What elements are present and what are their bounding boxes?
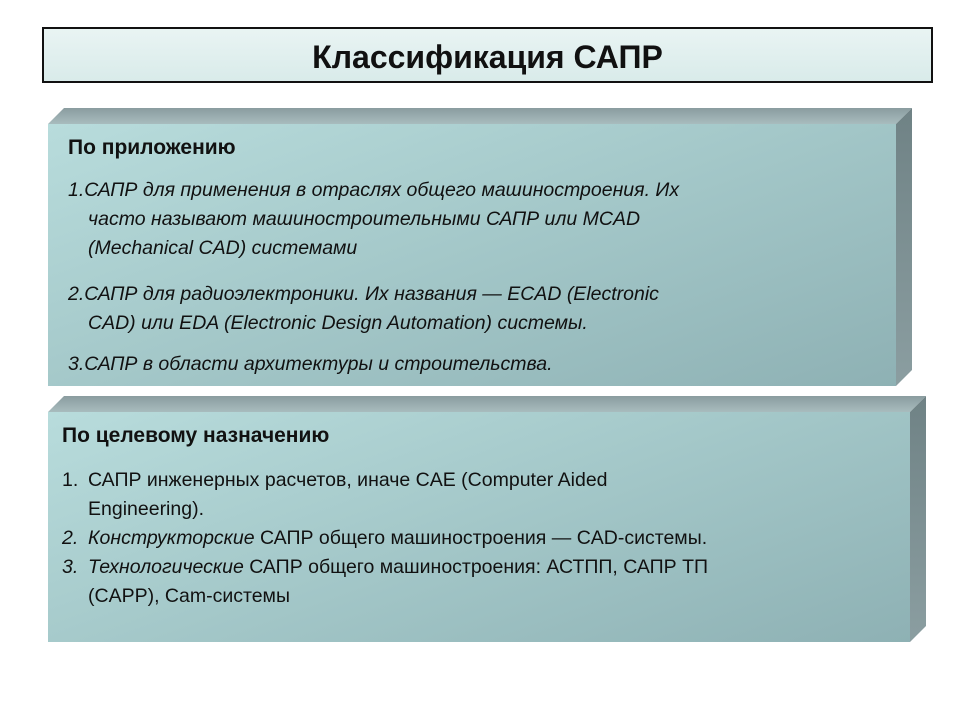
list-item — [68, 176, 888, 263]
list-item — [62, 553, 902, 611]
panel-side-bevel — [910, 396, 926, 642]
panel-top-bevel — [48, 396, 926, 412]
list-item — [62, 524, 902, 553]
item-text: САПР общего машиностроения: АСТПП, САПР ТП — [243, 556, 709, 578]
item-number: 2. — [62, 527, 79, 549]
item-text: САПР общего машиностроения — CAD-системы. — [254, 527, 708, 549]
panel-face — [48, 124, 896, 386]
item-number: 1. — [62, 469, 79, 491]
item-text-continued: Engineering). — [88, 498, 204, 520]
item-text: САПР в области архитектуры и строительства. — [84, 353, 553, 375]
list-item — [68, 350, 888, 379]
item-number: 3. — [62, 556, 79, 578]
item-italic-text: Конструкторские — [88, 527, 255, 549]
item-text: САПР для радиоэлектроники. Их названия — ECAD (Electronic — [84, 283, 659, 305]
item-text-continued: CAD) или EDA (Electronic Design Automation) системы. — [88, 312, 588, 334]
list-item — [68, 280, 888, 338]
section-heading: По приложению — [68, 136, 236, 159]
item-italic-text: Технологические — [88, 556, 244, 578]
panel-top-bevel — [48, 108, 912, 124]
item-text-continued: часто называют машиностроительными САПР или MCAD — [88, 208, 641, 230]
panel-side-bevel — [896, 108, 912, 386]
panel-face — [48, 412, 910, 642]
item-text-continued: (Mechanical CAD) системами — [88, 237, 358, 259]
section-heading: По целевому назначению — [62, 424, 330, 447]
item-text-continued: (CAPP), Cam-системы — [88, 585, 290, 607]
item-number: 3. — [68, 353, 85, 375]
page-title: Классификация САПР — [312, 39, 663, 75]
title-box — [42, 27, 933, 83]
item-number: 1. — [68, 179, 85, 201]
item-number: 2. — [68, 283, 85, 305]
item-text: САПР для применения в отраслях общего машиностроения. Их — [84, 179, 680, 201]
list-item — [62, 466, 902, 524]
item-text: САПР инженерных расчетов, иначе CAE (Computer Aided — [88, 469, 608, 491]
